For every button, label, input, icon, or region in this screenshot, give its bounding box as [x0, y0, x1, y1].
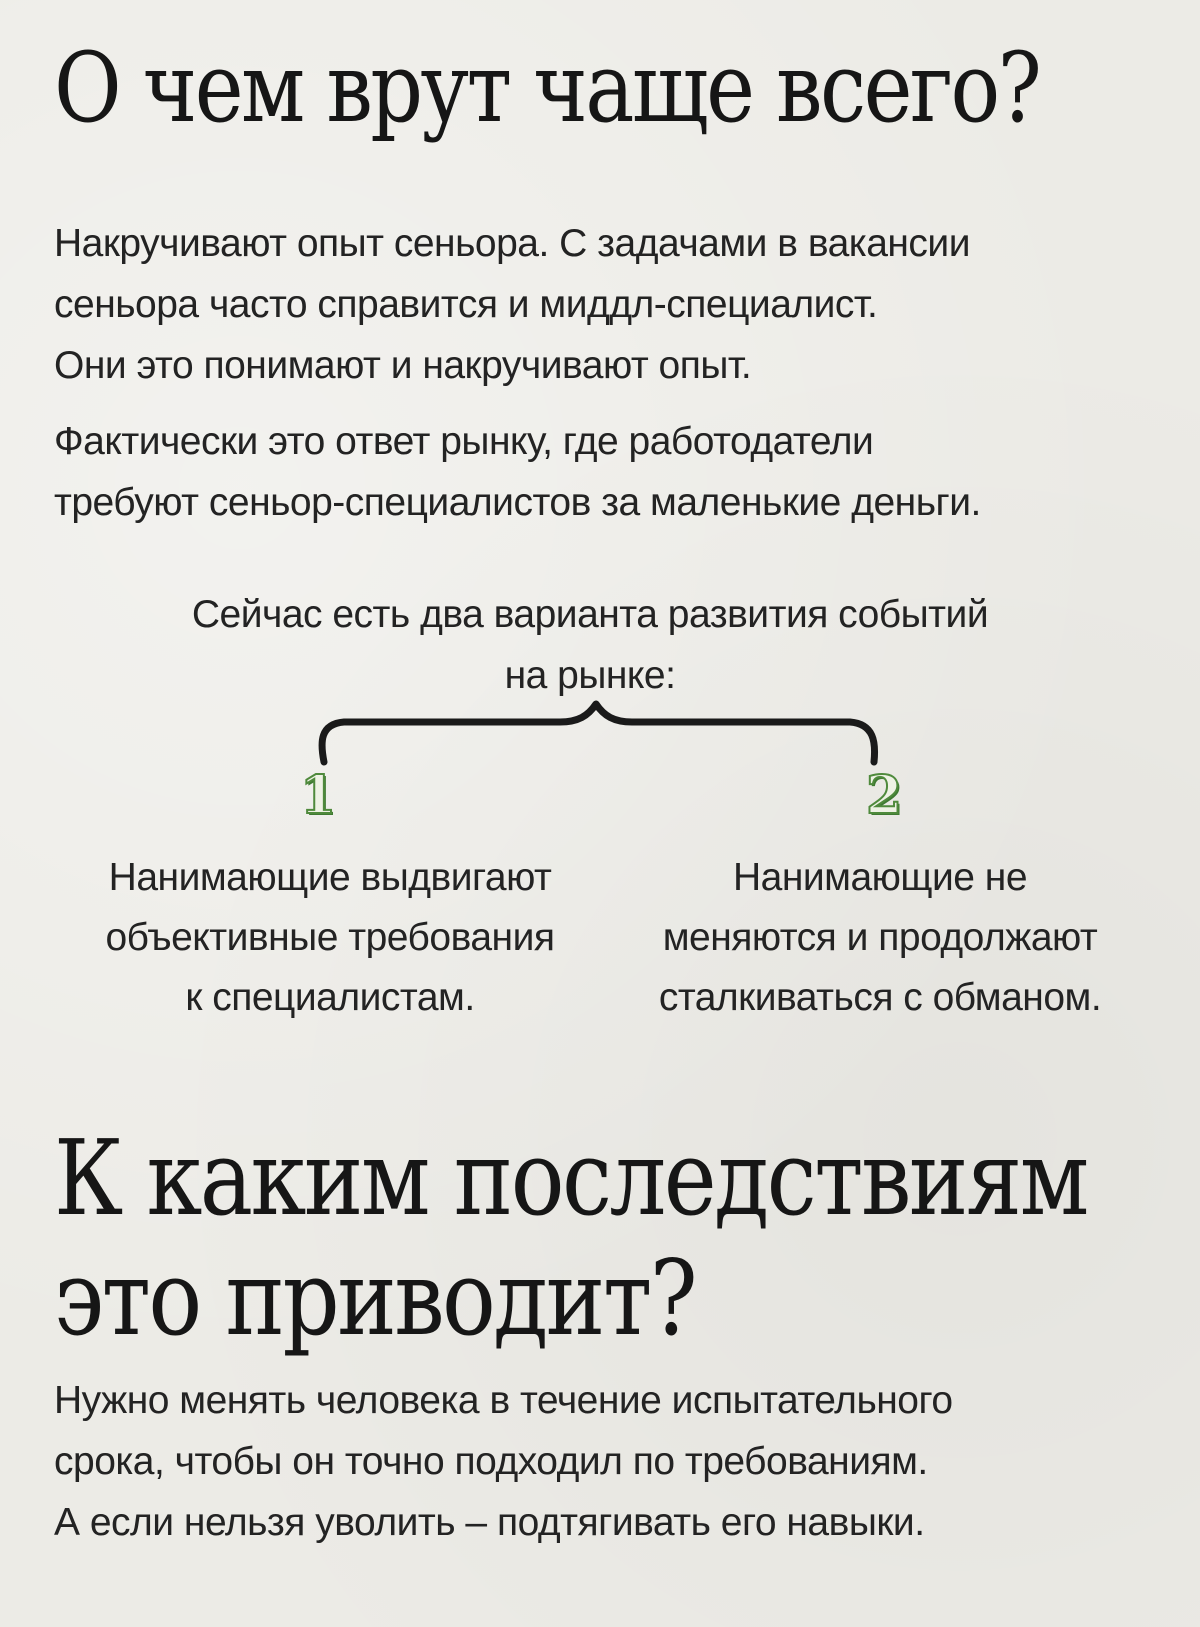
section1-paragraph2 [54, 411, 981, 533]
paragraph-line: сеньора часто справится и миддл-специалист. [54, 283, 878, 326]
paragraph-line: Они это понимают и накручивают опыт. [54, 344, 752, 387]
section2-paragraph [54, 1370, 953, 1553]
title-line: это приводит? [54, 1237, 696, 1359]
option-line: меняются и продолжают [662, 916, 1098, 959]
section1-paragraph1 [54, 213, 970, 396]
paragraph-line: Фактически это ответ рынку, где работодатели [54, 420, 874, 463]
option-number-1: 1 [300, 765, 337, 826]
section1-title: О чем врут чаще всего? [54, 32, 1040, 144]
option-line: Нанимающие выдвигают [108, 856, 552, 899]
option-2-text [600, 848, 1160, 1028]
option-line: объективные требования [105, 916, 555, 959]
intro-line: на рынке: [504, 654, 676, 697]
paragraph-line: Накручивают опыт сеньора. С задачами в вакансии [54, 222, 971, 265]
section2-title [54, 1118, 1087, 1358]
intro-line: Сейчас есть два варианта развития событий [191, 593, 989, 636]
option-line: сталкиваться с обманом. [658, 976, 1102, 1019]
paragraph-line: А если нельзя уволить – подтягивать его навыки. [54, 1501, 925, 1544]
paragraph-line: срока, чтобы он точно подходил по требованиям. [54, 1440, 928, 1483]
option-1-text [40, 848, 620, 1028]
paragraph-line: Нужно менять человека в течение испытательного [54, 1379, 953, 1422]
market-options-intro [150, 584, 1030, 706]
paragraph-line: требуют сеньор-специалистов за маленькие деньги. [54, 481, 981, 524]
option-number-2: 2 [866, 765, 903, 826]
option-line: к специалистам. [185, 976, 475, 1019]
title-line: К каким последствиям [54, 1117, 1087, 1239]
option-line: Нанимающие не [732, 856, 1028, 899]
